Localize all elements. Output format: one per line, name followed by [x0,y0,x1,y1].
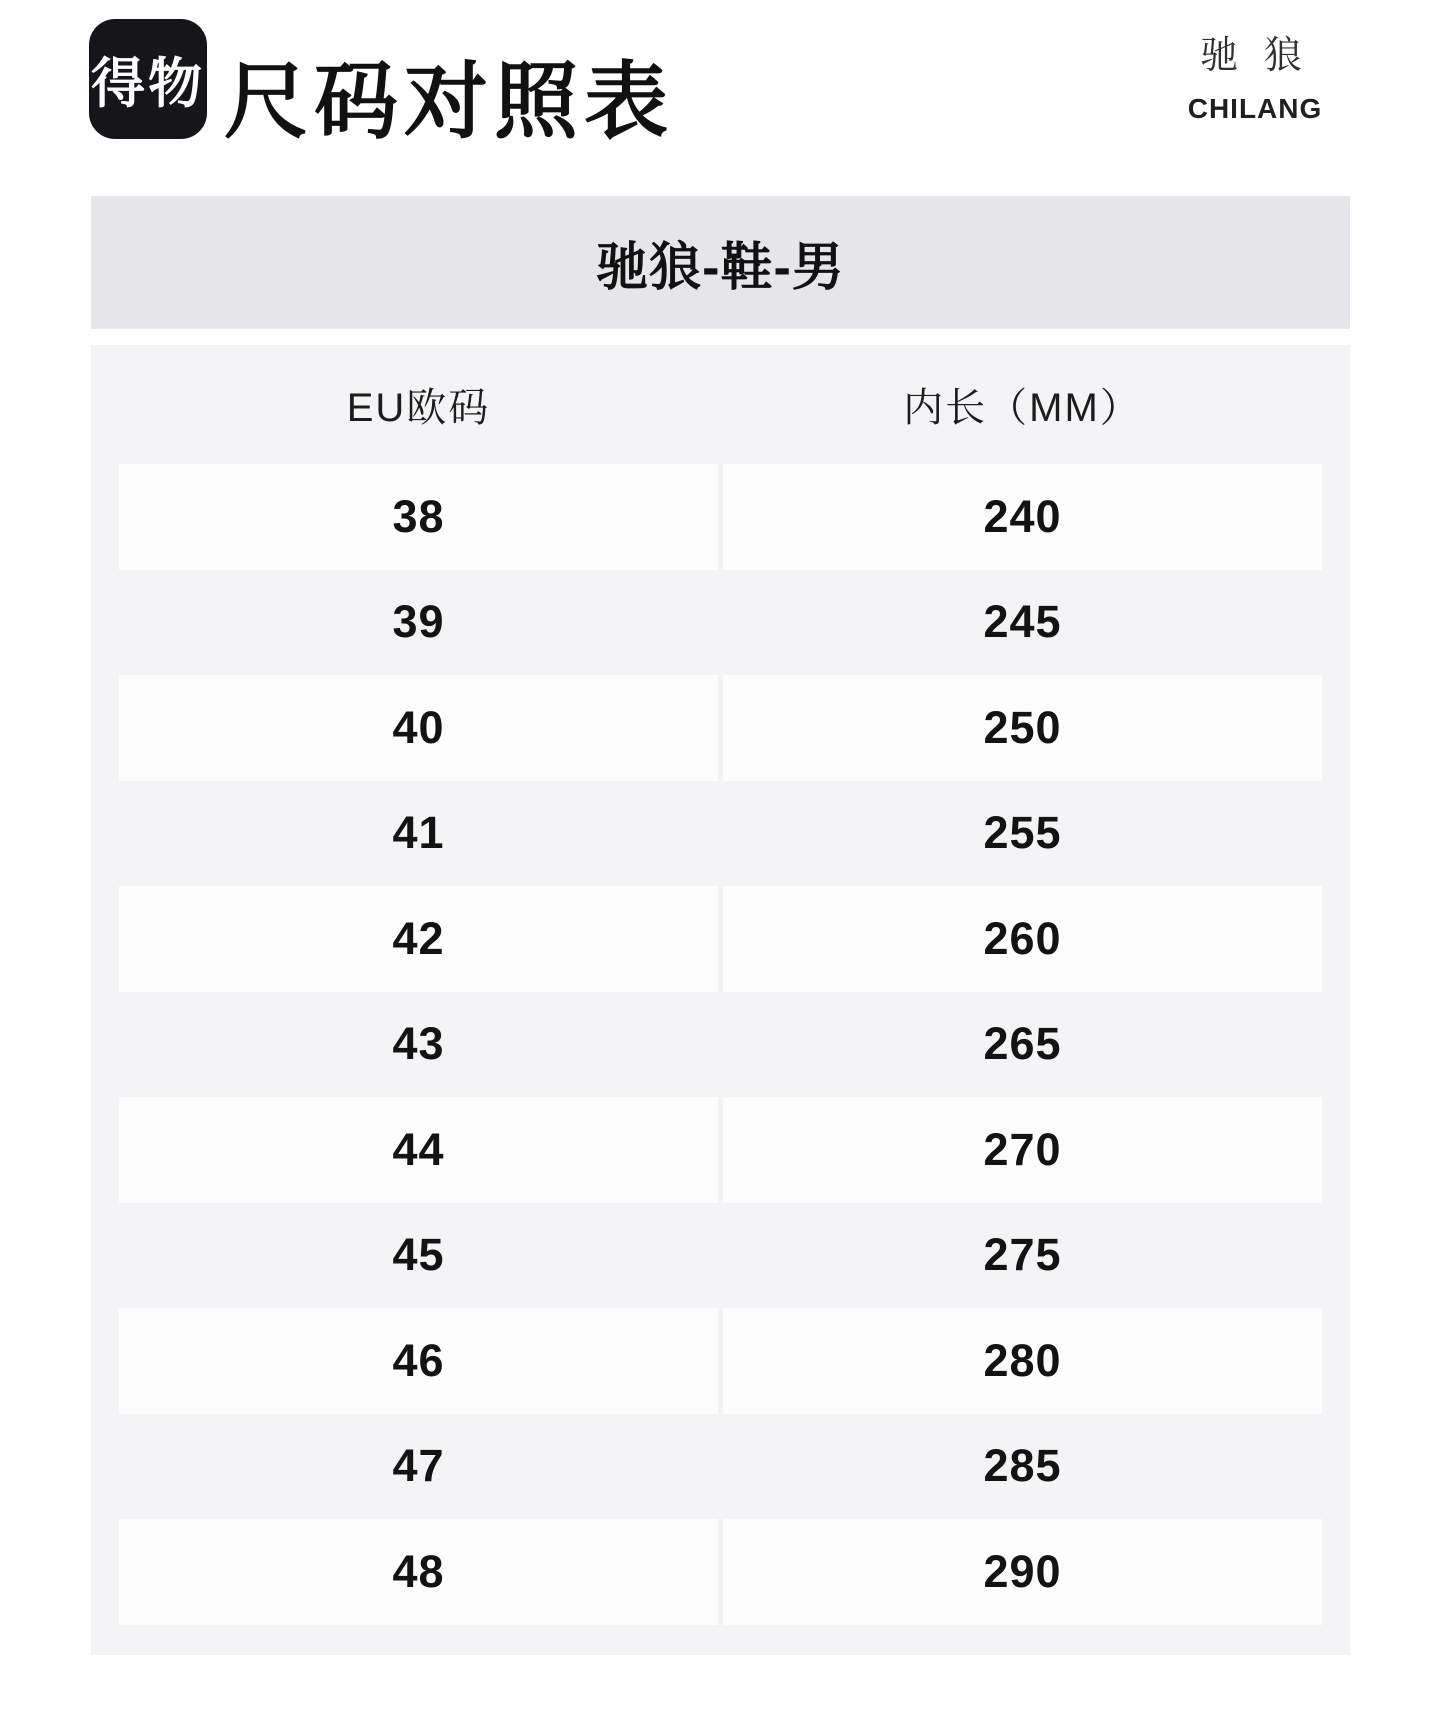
eu-size-value: 43 [392,1018,445,1070]
eu-size-value: 38 [119,464,718,570]
size-table-header [119,345,1322,464]
size-table-body [119,464,1322,1625]
table-row [119,1519,1322,1625]
inner-length-value: 240 [723,464,1322,570]
dewu-logo [89,19,207,139]
table-row [119,675,1322,781]
brand-block [1180,36,1330,122]
inner-length-value: 245 [983,596,1062,648]
inner-length-value: 285 [983,1440,1062,1492]
eu-size-value: 44 [119,1097,718,1203]
table-row [119,992,1322,1098]
category-label: 驰狼-鞋-男 [596,239,845,297]
table-row [119,781,1322,887]
eu-size-value: 45 [392,1229,445,1281]
table-row [119,1203,1322,1309]
eu-size-value: 40 [119,675,718,781]
page-title: 尺码对照表 [224,54,675,149]
eu-size-value: 47 [392,1440,445,1492]
inner-length-value: 250 [723,675,1322,781]
brand-name-english: CHILANG [1187,93,1323,124]
column-header-eu-size: EU欧码 [346,386,491,430]
inner-length-value: 255 [983,807,1062,859]
eu-size-value: 39 [392,596,445,648]
table-row [119,1097,1322,1203]
table-row [119,464,1322,570]
size-table [91,345,1350,1655]
inner-length-value: 270 [723,1097,1322,1203]
table-row [119,1308,1322,1414]
eu-size-value: 42 [119,886,718,992]
table-row [119,570,1322,676]
eu-size-value: 46 [119,1308,718,1414]
inner-length-value: 290 [723,1519,1322,1625]
eu-size-value: 41 [392,807,445,859]
dewu-logo-text: 得物 [91,53,205,114]
inner-length-value: 280 [723,1308,1322,1414]
inner-length-value: 260 [723,886,1322,992]
eu-size-value: 48 [119,1519,718,1625]
inner-length-value: 265 [983,1018,1062,1070]
brand-name-chinese: 驰 狼 [1200,35,1310,77]
inner-length-value: 275 [983,1229,1062,1281]
category-bar [91,196,1350,329]
table-row [119,886,1322,992]
column-header-inner-length: 内长（MM） [903,386,1142,430]
table-row [119,1414,1322,1520]
